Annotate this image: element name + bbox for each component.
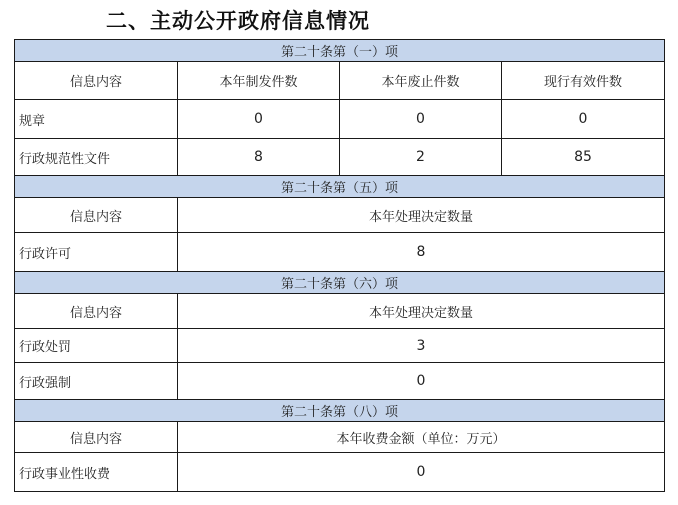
- column-header: 本年收费金额（单位：万元）: [178, 422, 665, 453]
- column-header: 本年处理决定数量: [178, 294, 665, 329]
- row-label: 规章: [15, 100, 178, 139]
- row-label: 行政许可: [15, 233, 178, 272]
- table-row: [15, 100, 665, 139]
- column-header: 信息内容: [15, 422, 178, 453]
- table-header-row: [15, 62, 665, 100]
- cell-value: 0: [178, 453, 665, 492]
- cell-value: 8: [178, 233, 665, 272]
- cell-value: 0: [340, 100, 502, 139]
- info-table: [14, 39, 665, 492]
- section-label: 第二十条第（八）项: [15, 400, 665, 422]
- table-row: [15, 139, 665, 176]
- section-header-8: [15, 400, 665, 422]
- cell-value: 3: [178, 329, 665, 363]
- cell-value: 85: [502, 139, 665, 176]
- section-header-5: [15, 176, 665, 198]
- page-title: 二、主动公开政府信息情况: [106, 9, 370, 33]
- table-row: [15, 329, 665, 363]
- row-label: 行政处罚: [15, 329, 178, 363]
- section-header-1: [15, 40, 665, 62]
- section-label: 第二十条第（五）项: [15, 176, 665, 198]
- row-label: 行政规范性文件: [15, 139, 178, 176]
- section-header-6: [15, 272, 665, 294]
- table-header-row: [15, 422, 665, 453]
- cell-value: 0: [178, 363, 665, 400]
- column-header: 本年制发件数: [178, 62, 340, 100]
- table-header-row: [15, 294, 665, 329]
- column-header: 信息内容: [15, 294, 178, 329]
- column-header: 现行有效件数: [502, 62, 665, 100]
- cell-value: 0: [502, 100, 665, 139]
- table-header-row: [15, 198, 665, 233]
- table-row: [15, 363, 665, 400]
- row-label: 行政事业性收费: [15, 453, 178, 492]
- row-label: 行政强制: [15, 363, 178, 400]
- column-header: 本年废止件数: [340, 62, 502, 100]
- column-header: 本年处理决定数量: [178, 198, 665, 233]
- table-row: [15, 233, 665, 272]
- section-label: 第二十条第（一）项: [15, 40, 665, 62]
- table-row: [15, 453, 665, 492]
- cell-value: 2: [340, 139, 502, 176]
- section-label: 第二十条第（六）项: [15, 272, 665, 294]
- column-header: 信息内容: [15, 198, 178, 233]
- column-header: 信息内容: [15, 62, 178, 100]
- cell-value: 0: [178, 100, 340, 139]
- cell-value: 8: [178, 139, 340, 176]
